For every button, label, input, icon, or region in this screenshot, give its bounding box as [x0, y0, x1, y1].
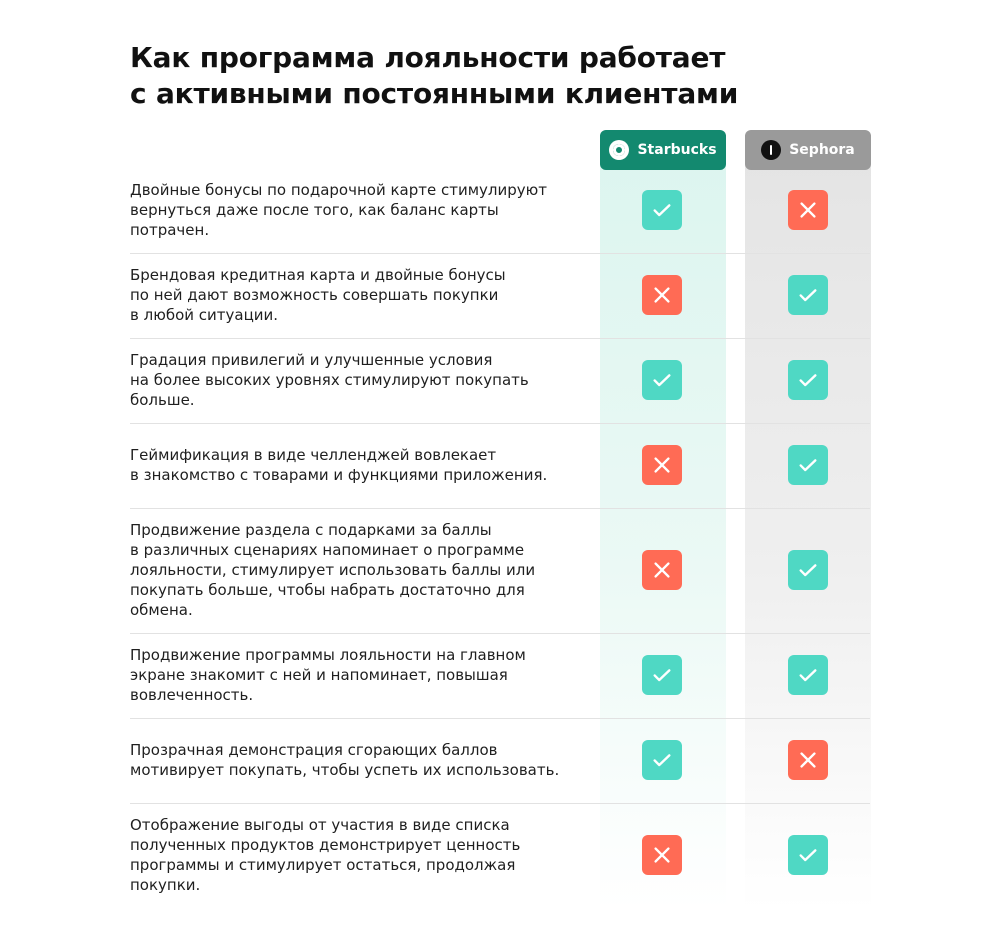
sephora-check-icon [788, 550, 828, 590]
starbucks-check-icon [642, 655, 682, 695]
starbucks-cross-icon [642, 445, 682, 485]
row-divider [130, 718, 870, 719]
starbucks-cross-icon [642, 835, 682, 875]
starbucks-check-icon [642, 360, 682, 400]
starbucks-check-icon [642, 190, 682, 230]
row-description: Геймификация в виде челленджей вовлекает в знакомство с товарами и функциями приложения. [130, 446, 548, 484]
starbucks-column-background [600, 150, 726, 910]
row-description: Отображение выгоды от участия в виде списка полученных продуктов демонстрирует ценность программы и стимулирует остаться, продолжая покупки. [130, 816, 521, 894]
row-divider [130, 508, 870, 509]
row-description: Брендовая кредитная карта и двойные бонусы по ней дают возможность совершать покупки в любой ситуации. [130, 266, 506, 324]
row-divider [130, 803, 870, 804]
sephora-check-icon [788, 445, 828, 485]
starbucks-check-icon [642, 740, 682, 780]
row-description: Градация привилегий и улучшенные условия на более высоких уровнях стимулируют покупать больше. [130, 351, 529, 409]
row-description: Двойные бонусы по подарочной карте стимулируют вернуться даже после того, как баланс карты потрачен. [130, 181, 547, 239]
row-description: Прозрачная демонстрация сгорающих баллов мотивирует покупать, чтобы успеть их использовать. [130, 741, 560, 779]
sephora-column-label: Sephora [789, 142, 855, 158]
sephora-column-header [745, 130, 871, 170]
sephora-logo-icon [761, 140, 781, 160]
sephora-cross-icon [788, 740, 828, 780]
starbucks-column-header [600, 130, 726, 170]
row-divider [130, 338, 870, 339]
starbucks-cross-icon [642, 550, 682, 590]
row-divider [130, 633, 870, 634]
row-divider [130, 423, 870, 424]
title-line-1: Как программа лояльности работает [130, 41, 726, 74]
sephora-check-icon [788, 360, 828, 400]
sephora-cross-icon [788, 190, 828, 230]
sephora-check-icon [788, 835, 828, 875]
row-description: Продвижение раздела с подарками за баллы в различных сценариях напоминает о программе лояльности, стимулирует использовать баллы или покупать больше, чтобы набрать достаточно для обмена. [130, 521, 536, 619]
sephora-check-icon [788, 655, 828, 695]
title-line-2: с активными постоянными клиентами [130, 77, 739, 110]
starbucks-cross-icon [642, 275, 682, 315]
row-divider [130, 253, 870, 254]
starbucks-column-label: Starbucks [637, 142, 717, 158]
row-description: Продвижение программы лояльности на главном экране знакомит с ней и напоминает, повышая вовлеченность. [130, 646, 526, 704]
page-title [130, 40, 890, 112]
sephora-check-icon [788, 275, 828, 315]
sephora-column-background [745, 150, 871, 910]
starbucks-logo-icon [609, 140, 629, 160]
